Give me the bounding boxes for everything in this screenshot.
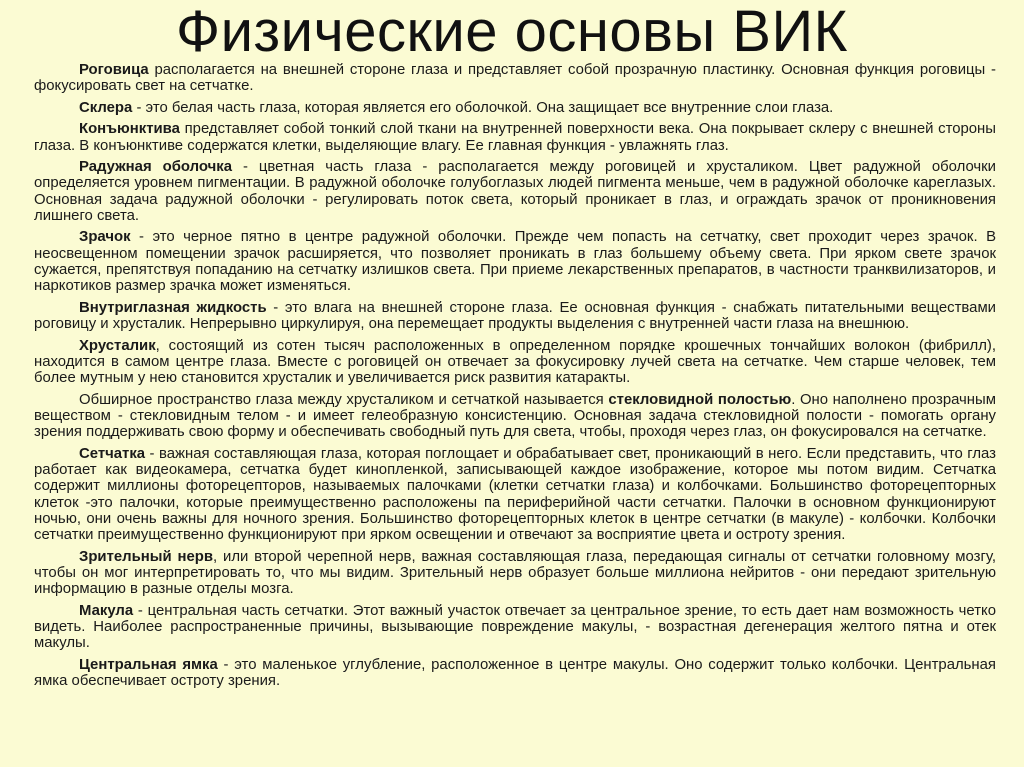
paragraph-sclera <box>34 100 996 116</box>
term: Внутриглазная жидкость <box>79 299 267 316</box>
paragraph-lens <box>34 338 996 387</box>
paragraph-text: - центральная часть сетчатки. Этот важный участок отвечает за центральное зрение, то есть дает нам возможность четко видеть. Наиболее распространенные причины, вызывающие повреждение макулы, - возрастная дегенерация желтого пятна и отек макулы. <box>34 602 996 652</box>
paragraph-conjunctiva <box>34 121 996 154</box>
slide-title: Физические основы ВИК <box>176 0 848 64</box>
term: Роговица <box>79 62 149 78</box>
term: Хрусталик <box>79 337 156 354</box>
paragraph-text: - это маленькое углубление, расположенное в центре макулы. Оно содержит только колбочки. Центральная ямка обеспечивает остроту зрения. <box>34 656 996 690</box>
paragraph-text: - это белая часть глаза, которая является его оболочкой. Она защищает все внутренние слои глаза. <box>132 99 834 116</box>
paragraph-text: , или второй черепной нерв, важная составляющая глаза, передающая сигналы от сетчатки головному мозгу, чтобы он мог интерпретировать то, что мы видим. Зрительный нерв образует больше миллиона нейритов - они передают зрительную информацию в разные отделы мозга. <box>34 548 997 598</box>
term: Сетчатка <box>79 445 146 462</box>
paragraph-cornea <box>34 62 996 95</box>
paragraph-text: представляет собой тонкий слой ткани на внутренней поверхности века. Она покрывает склеру с внешней стороны глаза. В конъюнктиве содержатся клетки, выделяющие влагу. Ее главная функция - увлажнять глаз. <box>34 121 996 154</box>
paragraph-fovea <box>34 657 996 690</box>
term: Радужная оболочка <box>79 159 232 176</box>
paragraph-text: - это влага на внешней стороне глаза. Ее основная функция - снабжать питательными веществами роговицу и хрусталик. Непрерывно циркулируя, она перемещает продукты выделения с внутренней части глаза на внешнюю. <box>34 299 997 333</box>
term: Зрачок <box>79 229 131 246</box>
paragraph-optic-nerve <box>34 549 996 598</box>
paragraph-text: . Оно наполнено прозрачным веществом - стекловидным телом - и имеет гелеобразную консистенцию. Основная задача стекловидной полости - помогать органу зрения поддерживать свою форму и обеспечивать свободный путь для света, чтобы, проходя через глаз, он фокусировался на сетчатке. <box>34 391 996 441</box>
term: Зрительный нерв <box>79 548 214 565</box>
term: Макула <box>79 602 134 619</box>
paragraph-text: - это черное пятно в центре радужной оболочки. Прежде чем попасть на сетчатку, свет проходит через зрачок. В неосвещенном помещении зрачок расширяется, что позволяет проникать в глаз большему объему света. При ярком свете зрачок сужается, препятствуя попаданию на сетчатку излишков света. При приеме лекарственных препаратов, в частности транквилизаторов, и наркотиков размер зрачка может изменяться. <box>34 229 996 295</box>
paragraph-macula <box>34 603 996 652</box>
paragraph-pupil <box>34 229 996 294</box>
slide-body <box>34 62 996 695</box>
term: Конъюнктива <box>79 121 180 138</box>
paragraph-retina <box>34 446 996 544</box>
paragraph-text: , состоящий из сотен тысяч расположенных в определенном порядке крошечных тончайших волокон (фибрилл), находится в самом центре глаза. Вместе с роговицей он отвечает за фокусировку лучей света на сетчатке. Чем старше человек, тем более мутным у нею становится хрусталик и увеличивается риск развития катаракты. <box>34 337 996 387</box>
term: Центральная ямка <box>79 656 218 673</box>
paragraph-vitreous <box>34 392 996 441</box>
paragraph-text: располагается на внешней стороне глаза и представляет собой прозрачную пластинку. Основная функция роговицы - фокусировать свет на сетчатке. <box>34 62 996 95</box>
paragraph-iris <box>34 159 996 224</box>
term: стекловидной полостью <box>608 391 792 408</box>
paragraph-aqueous-humor <box>34 300 996 333</box>
paragraph-intro: Обширное пространство глаза между хрусталиком и сетчаткой называется <box>79 391 609 408</box>
paragraph-text: - важная составляющая глаза, которая поглощает и обрабатывает свет, проникающий в него. Если представить, что глаз работает как видеокамера, сетчатка будет кинопленкой, записывающей каждое изображение, которое мы потом видим. Сетчатка содержит миллионы фоторецепторов, называемых палочками (клетки сетчатки глаза) и колбочками. Большинство фоторецепторных клеток -это палочки, которые преимущественно расположены па периферийной части сетчатки. Палочки в основном функционируют ночью, они очень важны для ночного зрения. Большинство фоторецепторных клеток в центре сетчатки (в макуле) - колбочки. Колбочки сетчатки преимущественно функционируют при ярком освещении и отвечают за восприятие цвета и остроту зрения. <box>34 445 996 544</box>
paragraph-text: - цветная часть глаза - располагается между роговицей и хрусталиком. Цвет радужной оболочки определяется уровнем пигментации. В радужной оболочке голубоглазых людей пигмента меньше, чем в радужной оболочке кареглазых. Основная задача радужной оболочки - регулировать поток света, который проникает в глаз, и ограждать зрачок от проникновения лишнего света. <box>34 159 996 224</box>
term: Склера <box>79 99 133 116</box>
